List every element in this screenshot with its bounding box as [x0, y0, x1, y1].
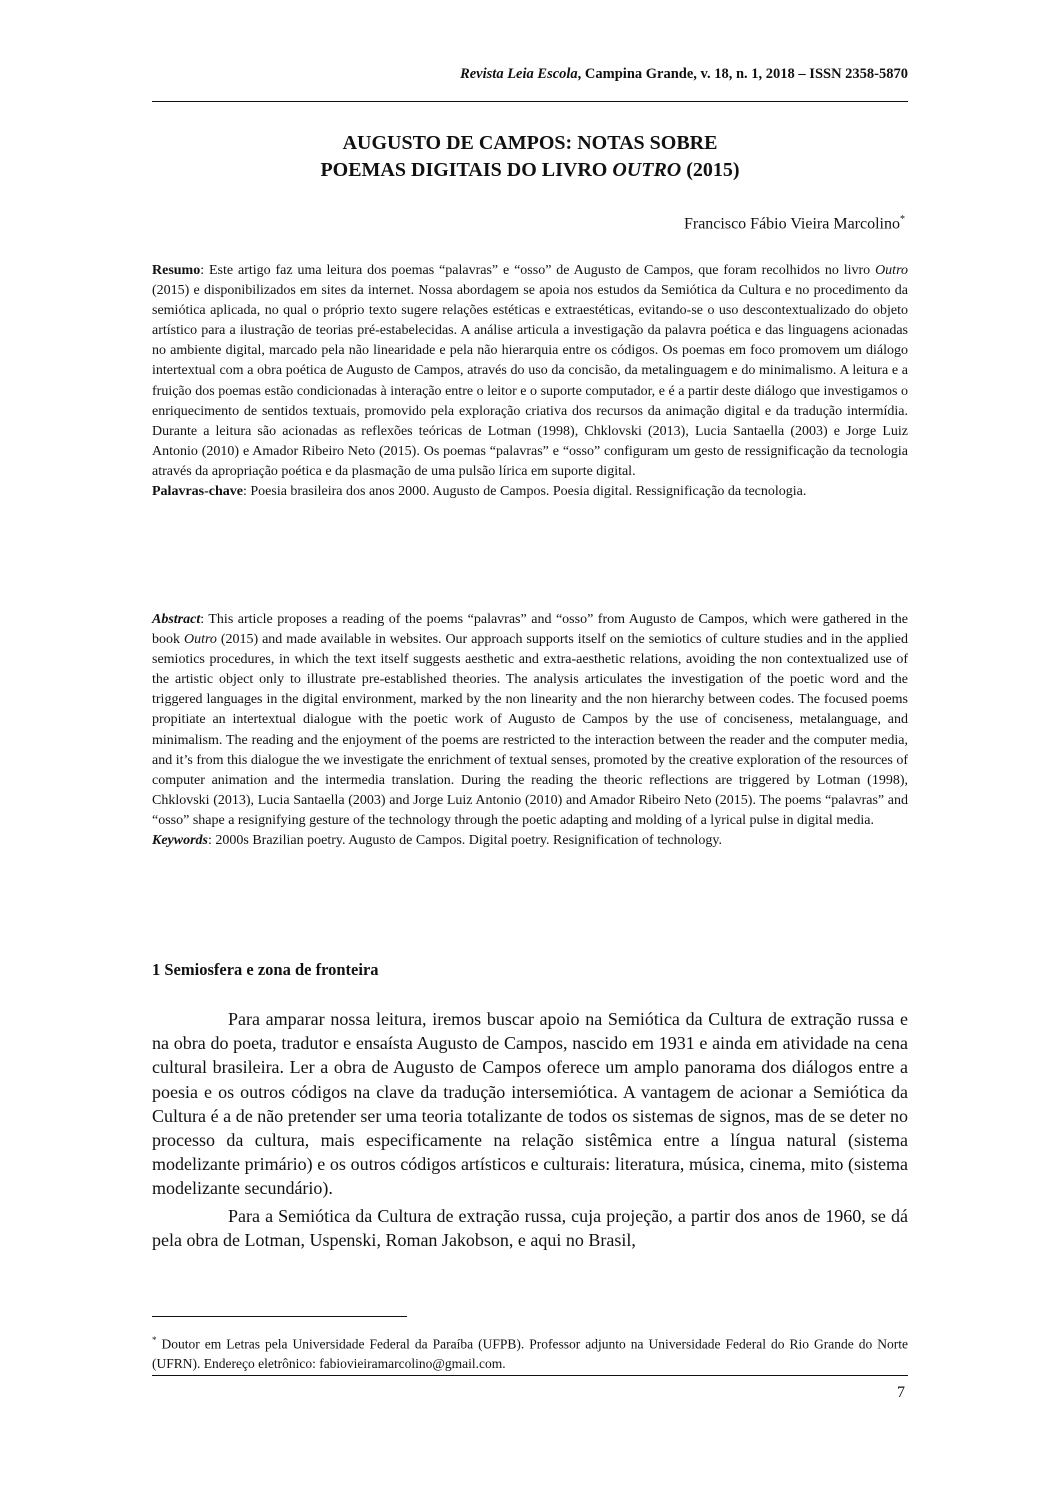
- resumo-label: Resumo: [152, 263, 201, 278]
- footnote-bottom-rule: [152, 1375, 908, 1376]
- abstract-label: Abstract: [152, 612, 201, 627]
- abstract-text-1: : This article proposes a reading of the poems “palavras” and “osso” from Augusto de Campos, which were gathered in the book: [152, 612, 908, 648]
- header-rule: [152, 101, 908, 102]
- author-footnote-mark[interactable]: *: [900, 214, 905, 225]
- keywords-text: : 2000s Brazilian poetry. Augusto de Campos. Digital poetry. Resignification of technology.: [208, 833, 723, 849]
- resumo-text-1: : Este artigo faz uma leitura dos poemas “palavras” e “osso” de Augusto de Campos, que foram recolhidos no livro: [200, 263, 876, 278]
- section-body: [152, 1007, 908, 1255]
- title-line-2: [152, 157, 908, 184]
- article-title: [152, 130, 908, 184]
- journal-name: Revista Leia Escola: [460, 66, 578, 82]
- footnote-text: Doutor em Letras pela Universidade Federal da Paraíba (UFPB). Professor adjunto na Universidade Federal do Rio Grande do Norte (UFRN). Endereço eletrônico: fabiovieiramarcolino@gmail.com.: [152, 1336, 908, 1371]
- palavras-chave-paragraph: [152, 482, 908, 502]
- abstract-block: [152, 610, 908, 851]
- resumo-block: [152, 261, 908, 502]
- page-number: 7: [897, 1384, 905, 1401]
- author-name: Francisco Fábio Vieira Marcolino: [683, 215, 900, 233]
- journal-details: , Campina Grande, v. 18, n. 1, 2018 – ISSN 2358-5870: [577, 66, 908, 82]
- author-line: [152, 214, 905, 233]
- title-line-2-prefix: POEMAS DIGITAIS DO LIVRO: [320, 159, 613, 181]
- title-line-2-suffix: (2015): [681, 159, 740, 181]
- title-line-1: AUGUSTO DE CAMPOS: NOTAS SOBRE: [342, 132, 718, 154]
- resumo-book: Outro: [875, 263, 908, 278]
- title-book-name: OUTRO: [612, 159, 682, 181]
- body-paragraph-2: Para a Semiótica da Cultura de extração russa, cuja projeção, a partir dos anos de 1960, se dá pela obra de Lotman, Uspenski, Roman Jakobson, e aqui no Brasil,: [152, 1205, 908, 1250]
- running-header: [152, 66, 908, 83]
- keywords-label: Keywords: [152, 833, 208, 849]
- footnote-separator: [152, 1316, 407, 1317]
- body-paragraph-1: Para amparar nossa leitura, iremos buscar apoio na Semiótica da Cultura de extração russa e na obra do poeta, tradutor e ensaísta Augusto de Campos, nascido em 1931 e ainda em atividade na cena cultural brasileira. Ler a obra de Augusto de Campos oferece um amplo panorama dos diálogos entre a poesia e os outros códigos na clave da tradução intersemiótica. A vantagem de acionar a Semiótica da Cultura é a de não pretender ser uma teoria totalizante de todos os sistemas de signos, mas de se deter no processo da cultura, mais especificamente na relação sistêmica entre a língua natural (sistema modelizante primário) e os outros códigos artísticos e culturais: literatura, música, cinema, mito (sistema modelizante secundário).: [152, 1009, 908, 1199]
- abstract-book: Outro: [183, 632, 217, 648]
- abstract-paragraph: [152, 610, 908, 831]
- palavras-chave-label: Palavras-chave: [152, 484, 243, 500]
- section-heading: 1 Semiosfera e zona de fronteira: [152, 960, 379, 979]
- resumo-paragraph: [152, 261, 908, 482]
- footnote: [152, 1331, 908, 1373]
- keywords-paragraph: [152, 831, 908, 851]
- palavras-chave-text: : Poesia brasileira dos anos 2000. Augusto de Campos. Poesia digital. Ressignificação da tecnologia.: [242, 484, 807, 500]
- footnote-mark: *: [152, 1335, 157, 1345]
- abstract-text-2: (2015) and made available in websites. Our approach supports itself on the semiotics of culture studies and in the applied semiotics procedures, in which the text itself suggests aesthetic and extra-aesthetic relations, avoiding the non contextualized use of the artistic object only to illustrate pre-established theories. The analysis articulates the investigation of the poetic word and the triggered languages in the digital environment, marked by the non linearity and the non hierarchy between codes. The focused poems propitiate an intertextual dialogue with the poetic work of Augusto de Campos by the use of conciseness, metalanguage, and minimalism. The reading and the enjoyment of the poems are restricted to the interaction between the reader and the computer media, and it’s from this dialogue the we investigate the enrichment of textual senses, promoted by the creative exploration of the resources of computer animation and the intermedia translation. During the reading the theoric reflections are triggered by Lotman (1998), Chklovski (2013), Lucia Santaella (2003) and Jorge Luiz Antonio (2010) and Amador Ribeiro Neto (2015). The poems “palavras” and “osso” shape a resignifying gesture of the technology through the poetic adapting and molding of a lyrical pulse in digital media.: [152, 632, 909, 828]
- resumo-text-2: (2015) e disponibilizados em sites da internet. Nossa abordagem se apoia nos estudos da Semiótica da Cultura e no procedimento da semiótica aplicada, no qual o próprio texto sugere relações estéticas e extraestéticas, evitando-se o uso descontextualizado do objeto artístico para a ilustração de teorias pré-estabelecidas. A análise articula a investigação da palavra poética e das linguagens acionadas no ambiente digital, marcado pela não linearidade e pela não hierarquia entre os códigos. Os poemas em foco promovem um diálogo intertextual com a obra poética de Augusto de Campos, através do uso da concisão, da metalinguagem e do minimalismo. A leitura e a fruição dos poemas estão condicionadas à interação entre o leitor e o suporte computador, e é a partir deste diálogo que investigamos o enriquecimento de sentidos textuais, promovido pela exploração criativa dos recursos da animação digital e da tradução intermídia. Durante a leitura são acionadas as reflexões teóricas de Lotman (1998), Chklovski (2013), Lucia Santaella (2003) e Jorge Luiz Antonio (2010) e Amador Ribeiro Neto (2015). Os poemas “palavras” e “osso” configuram um gesto de ressignificação da tecnologia através da apropriação poética e da plasmação de uma pulsão lírica em suporte digital.: [152, 283, 908, 479]
